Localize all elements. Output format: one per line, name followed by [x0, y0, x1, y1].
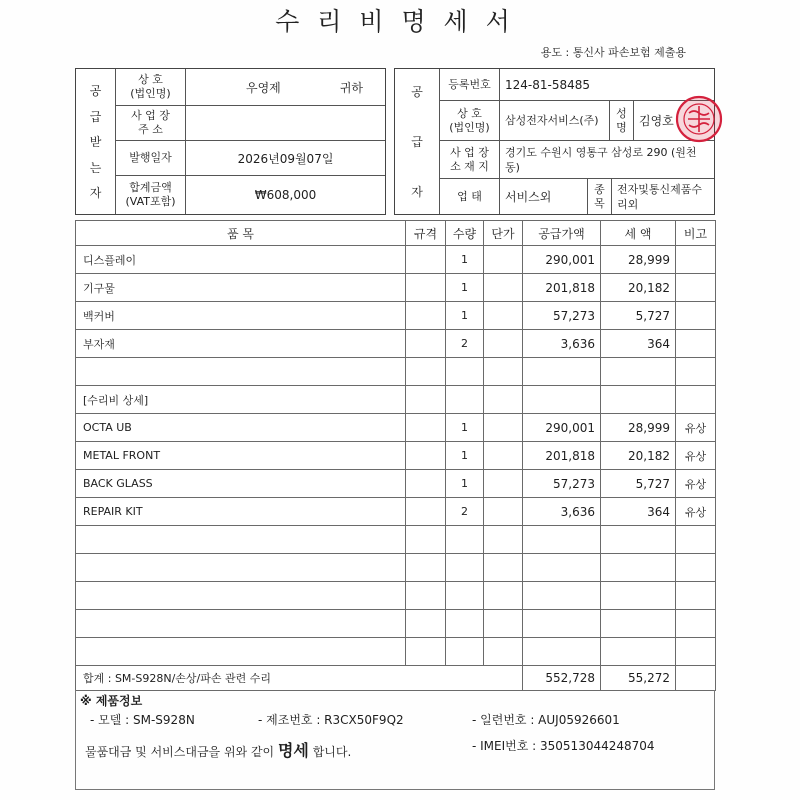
cell-qty: 1 — [446, 274, 484, 302]
cell-note: 유상 — [676, 498, 716, 526]
cell-spec — [406, 442, 446, 470]
cell-supply — [523, 610, 601, 638]
cell-qty: 2 — [446, 498, 484, 526]
cell-note — [676, 638, 716, 666]
business-row — [440, 179, 714, 214]
cell-tax: 28,999 — [601, 414, 676, 442]
cell-qty: 2 — [446, 330, 484, 358]
document-purpose: 용도 : 통신사 파손보험 제출용 — [540, 46, 686, 59]
cell-supply — [523, 358, 601, 386]
label-line: 합계금액 — [129, 181, 172, 194]
side-char: 받 — [89, 135, 102, 149]
cell-unit-price — [484, 386, 523, 414]
table-row — [76, 330, 716, 358]
issue-date-value: 2026년09월07일 — [237, 151, 334, 166]
cell-unit-price — [484, 274, 523, 302]
supplier-box — [394, 68, 715, 215]
cell-tax — [601, 582, 676, 610]
cell-unit-price — [484, 302, 523, 330]
label-line: 업 태 — [457, 189, 482, 203]
product-serial-no: - 일련번호 : AUJ05926601 — [472, 713, 620, 727]
items-body — [76, 246, 716, 666]
total-tax: 55,272 — [601, 666, 676, 691]
col-header-qty: 수량 — [446, 221, 484, 246]
cell-unit-price — [484, 498, 523, 526]
cell-qty — [446, 582, 484, 610]
recipient-name-cell — [186, 69, 385, 105]
cell-item: 부자재 — [76, 330, 406, 358]
table-row — [76, 302, 716, 330]
cell-tax — [601, 526, 676, 554]
label-line: 목 — [594, 196, 605, 210]
cell-spec — [406, 610, 446, 638]
col-header-unit-price: 단가 — [484, 221, 523, 246]
recipient-box — [75, 68, 386, 215]
label-line: 종 — [594, 182, 605, 196]
cell-tax: 5,727 — [601, 470, 676, 498]
statement-emphasis: 명세 — [277, 741, 309, 760]
col-header-spec: 규격 — [406, 221, 446, 246]
cell-unit-price — [484, 358, 523, 386]
cell-tax: 20,182 — [601, 274, 676, 302]
recipient-side-label — [76, 69, 116, 214]
cell-spec — [406, 498, 446, 526]
recipient-address-value — [186, 106, 385, 140]
cell-tax — [601, 554, 676, 582]
cell-supply: 57,273 — [523, 302, 601, 330]
cell-qty: 1 — [446, 246, 484, 274]
label-line: 사 업 장 — [450, 145, 489, 159]
table-row — [76, 582, 716, 610]
cell-unit-price — [484, 638, 523, 666]
cell-tax — [601, 610, 676, 638]
cell-note — [676, 386, 716, 414]
cell-spec — [406, 414, 446, 442]
statement-before: 물품대금 및 서비스대금을 위와 같이 — [85, 745, 278, 759]
table-header-row — [76, 221, 716, 246]
product-imei: - IMEI번호 : 350513044248704 — [472, 739, 655, 753]
cell-unit-price — [484, 414, 523, 442]
side-char: 공 — [411, 85, 423, 99]
cell-spec — [406, 582, 446, 610]
cell-supply — [523, 554, 601, 582]
total-note — [676, 666, 716, 691]
cell-item: BACK GLASS — [76, 470, 406, 498]
cell-supply — [523, 582, 601, 610]
cell-qty: 1 — [446, 414, 484, 442]
total-row — [76, 666, 716, 691]
total-amount-row — [116, 176, 385, 214]
recipient-address-label — [116, 106, 186, 140]
total-amount-label — [116, 176, 186, 214]
cell-supply: 201,818 — [523, 442, 601, 470]
cell-item — [76, 358, 406, 386]
total-supply: 552,728 — [523, 666, 601, 691]
cell-spec — [406, 274, 446, 302]
rep-label — [610, 101, 634, 140]
label-line: 발행일자 — [129, 151, 172, 164]
cell-qty: 1 — [446, 470, 484, 498]
cell-tax: 20,182 — [601, 442, 676, 470]
recipient-honorific: 귀하 — [339, 80, 363, 95]
cell-tax — [601, 358, 676, 386]
supplier-address-value: 경기도 수원시 영통구 삼성로 290 (원천동) — [505, 145, 697, 174]
items-table — [75, 220, 716, 691]
total-amount-value: ₩608,000 — [254, 188, 317, 202]
cell-note — [676, 358, 716, 386]
table-row — [76, 414, 716, 442]
product-model: - 모델 : SM-S928N — [90, 713, 195, 727]
label-line: 상 호 — [457, 106, 482, 120]
cell-spec — [406, 330, 446, 358]
cell-item: 기구물 — [76, 274, 406, 302]
cell-tax: 364 — [601, 330, 676, 358]
cell-spec — [406, 302, 446, 330]
issue-date-label — [116, 141, 186, 175]
issue-date-row — [116, 141, 385, 176]
cell-unit-price — [484, 554, 523, 582]
cell-supply — [523, 638, 601, 666]
col-header-item: 품 목 — [76, 221, 406, 246]
col-header-tax: 세 액 — [601, 221, 676, 246]
cell-supply: 201,818 — [523, 274, 601, 302]
cell-item: 백커버 — [76, 302, 406, 330]
cell-supply: 290,001 — [523, 246, 601, 274]
label-line: 주 소 — [138, 123, 163, 136]
supplier-address-row — [440, 141, 714, 179]
cell-unit-price — [484, 526, 523, 554]
table-row — [76, 246, 716, 274]
company-seal-icon — [674, 94, 724, 144]
cell-item — [76, 554, 406, 582]
cell-note — [676, 302, 716, 330]
table-row — [76, 274, 716, 302]
rep-name-value: 김영호 — [639, 114, 674, 128]
cell-item — [76, 526, 406, 554]
label-line: 등록번호 — [448, 77, 491, 91]
side-char: 공 — [89, 84, 102, 98]
company-label — [440, 101, 500, 140]
cell-unit-price — [484, 442, 523, 470]
cell-qty — [446, 638, 484, 666]
supplier-address-label — [440, 141, 500, 178]
cell-note: 유상 — [676, 470, 716, 498]
cell-supply: 3,636 — [523, 330, 601, 358]
table-row — [76, 470, 716, 498]
side-char: 자 — [89, 186, 102, 200]
recipient-address-row — [116, 106, 385, 141]
cell-supply: 290,001 — [523, 414, 601, 442]
cell-unit-price — [484, 470, 523, 498]
cell-supply — [523, 386, 601, 414]
table-row — [76, 498, 716, 526]
cell-spec — [406, 358, 446, 386]
table-row — [76, 526, 716, 554]
company-value: 삼성전자서비스(주) — [500, 101, 610, 140]
product-info-heading: ※ 제품정보 — [80, 694, 143, 708]
table-row — [76, 358, 716, 386]
statement-after: 합니다. — [308, 745, 352, 759]
cell-note — [676, 554, 716, 582]
cell-spec — [406, 638, 446, 666]
cell-spec — [406, 526, 446, 554]
cell-unit-price — [484, 610, 523, 638]
recipient-name-row — [116, 69, 385, 106]
cell-qty — [446, 554, 484, 582]
label-line: 명 — [616, 120, 627, 134]
cell-item: 디스플레이 — [76, 246, 406, 274]
table-row — [76, 442, 716, 470]
cell-item: METAL FRONT — [76, 442, 406, 470]
cell-note — [676, 582, 716, 610]
label-line: (법인명) — [449, 120, 490, 134]
recipient-name-label — [116, 69, 186, 105]
document-title: 수 리 비 명 세 서 — [275, 7, 515, 36]
side-char: 급 — [411, 135, 423, 149]
cell-supply: 57,273 — [523, 470, 601, 498]
recipient-name: 우영제 — [246, 80, 281, 95]
cell-note — [676, 330, 716, 358]
table-row — [76, 638, 716, 666]
cell-item — [76, 638, 406, 666]
label-line: 사 업 장 — [131, 109, 170, 122]
label-line: 성 — [616, 106, 627, 120]
product-mfg-no: - 제조번호 : R3CX50F9Q2 — [258, 713, 404, 727]
reg-no-label — [440, 69, 500, 100]
cell-note — [676, 526, 716, 554]
cell-spec — [406, 470, 446, 498]
table-row — [76, 386, 716, 414]
col-header-note: 비고 — [676, 221, 716, 246]
label-line: 상 호 — [138, 73, 163, 86]
reg-no-value: 124-81-58485 — [505, 77, 591, 92]
cell-tax — [601, 386, 676, 414]
biz-type-label — [440, 179, 500, 214]
supplier-side-label — [395, 69, 440, 214]
cell-tax — [601, 638, 676, 666]
side-char: 자 — [411, 185, 423, 199]
cell-supply: 3,636 — [523, 498, 601, 526]
table-row — [76, 554, 716, 582]
cell-tax: 28,999 — [601, 246, 676, 274]
company-row — [440, 101, 714, 141]
cell-spec — [406, 554, 446, 582]
cell-item: [수리비 상세] — [76, 386, 406, 414]
cell-qty — [446, 526, 484, 554]
cell-item — [76, 582, 406, 610]
cell-spec — [406, 386, 446, 414]
biz-item-value: 전자및통신제품수리외 — [617, 182, 703, 211]
cell-supply — [523, 526, 601, 554]
cell-note — [676, 274, 716, 302]
cell-qty — [446, 386, 484, 414]
cell-note — [676, 246, 716, 274]
cell-qty — [446, 610, 484, 638]
cell-spec — [406, 246, 446, 274]
cell-item: OCTA UB — [76, 414, 406, 442]
cell-unit-price — [484, 582, 523, 610]
statement-line — [85, 738, 351, 761]
cell-qty — [446, 358, 484, 386]
col-header-supply: 공급가액 — [523, 221, 601, 246]
side-char: 급 — [89, 109, 102, 124]
label-line: 소 재 지 — [450, 159, 489, 173]
cell-qty: 1 — [446, 302, 484, 330]
biz-item-label — [588, 179, 612, 214]
reg-no-row — [440, 69, 714, 101]
label-line: (VAT포함) — [125, 195, 176, 208]
cell-tax: 5,727 — [601, 302, 676, 330]
cell-note — [676, 610, 716, 638]
cell-unit-price — [484, 246, 523, 274]
cell-note: 유상 — [676, 414, 716, 442]
cell-item — [76, 610, 406, 638]
cell-tax: 364 — [601, 498, 676, 526]
table-row — [76, 610, 716, 638]
biz-type-value: 서비스외 — [500, 179, 588, 214]
label-line: (법인명) — [130, 87, 171, 100]
cell-qty: 1 — [446, 442, 484, 470]
total-label: 합계 : SM-S928N/손상/파손 관련 수리 — [76, 666, 523, 691]
cell-note: 유상 — [676, 442, 716, 470]
cell-unit-price — [484, 330, 523, 358]
side-char: 는 — [89, 160, 102, 175]
cell-item: REPAIR KIT — [76, 498, 406, 526]
